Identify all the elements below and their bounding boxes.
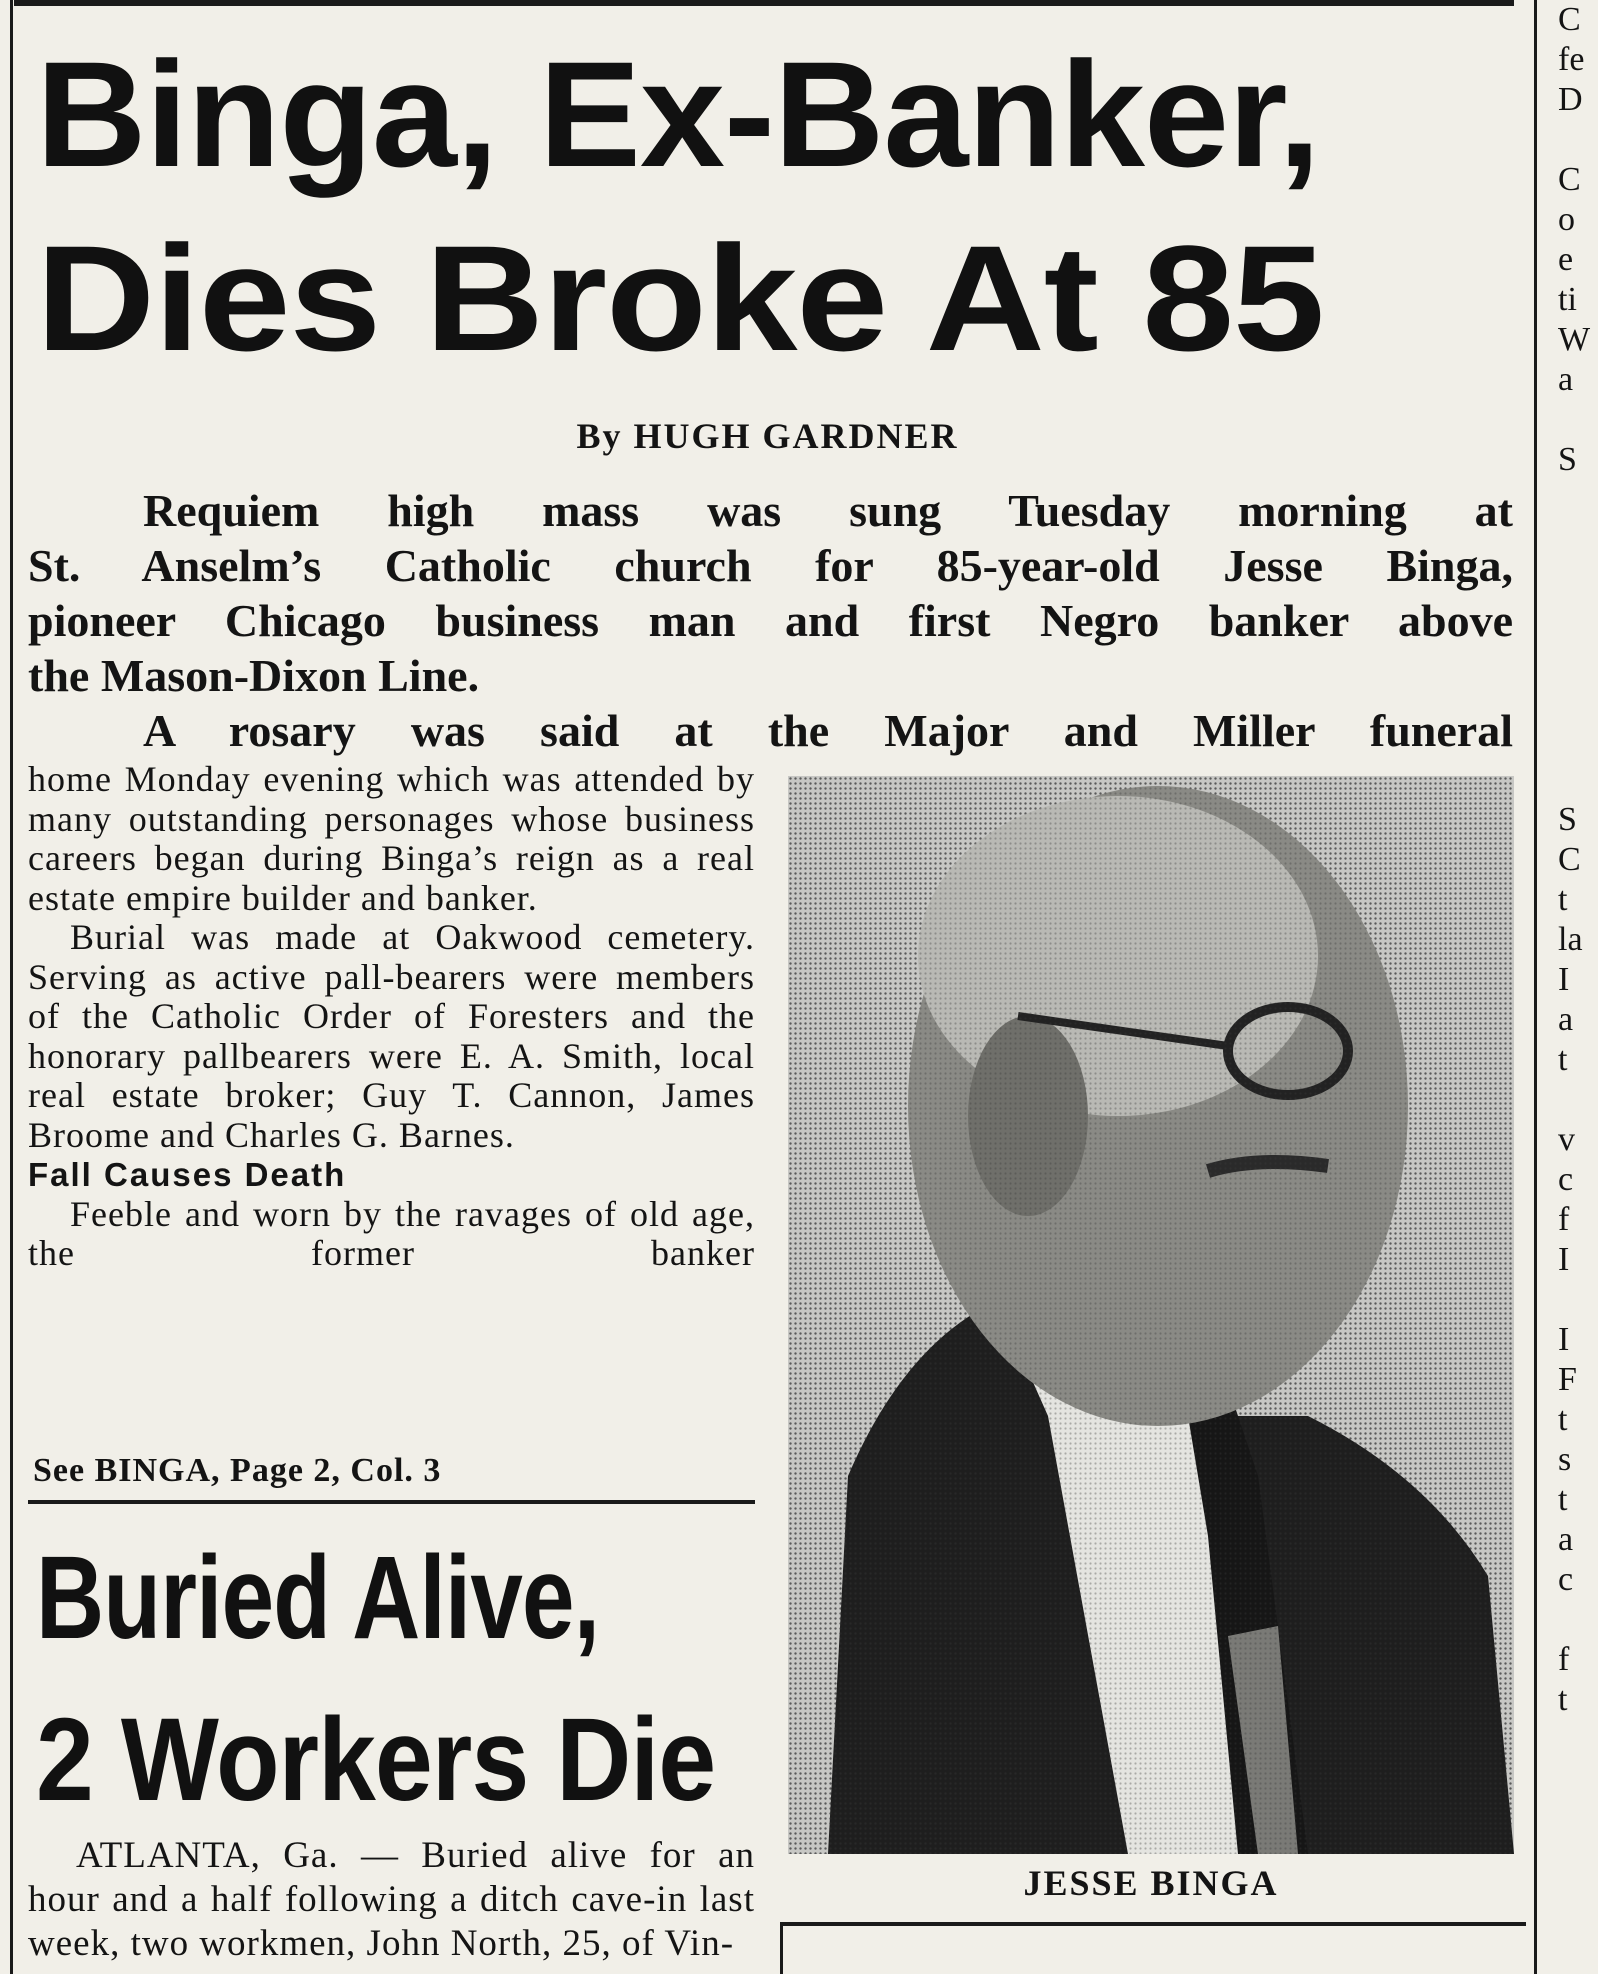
lede-line-5: A rosary was said at the Major and Miller funeral [143,705,1513,756]
adjacent-column-fragment: a [1558,1001,1574,1038]
main-headline-line-2: Dies Broke At 85 [36,214,1324,382]
adjacent-column-fragment: f [1558,1201,1570,1238]
photo-caption: JESSE BINGA [1023,1863,1279,1903]
lede-line-4: the Mason-Dixon Line. [28,650,480,701]
adjacent-column-fragment: ti [1558,281,1577,318]
adjacent-column-fragment [1558,1280,1598,1320]
adjacent-column-fragment: s [1558,1441,1572,1478]
adjacent-column-fragment: a [1558,361,1574,398]
adjacent-column-fragment [1558,560,1598,600]
adjacent-column-fragment [1558,640,1598,680]
adjacent-column-fragment [1558,1600,1598,1640]
adjacent-column-fragment [1558,480,1598,520]
second-story-paragraph: ATLANTA, Ga. — Buried alive for an hour and a half following a ditch cave-in last week, two workmen, John North, 25, of Vin- [28,1835,755,1964]
adjacent-column-fragment: C [1558,1,1581,38]
lede-line-3: pioneer Chicago business man and first Negro banker above [28,595,1513,646]
adjacent-column-fragment: W [1558,321,1591,358]
adjacent-column-fragment [1558,520,1598,560]
jump-line: See BINGA, Page 2, Col. 3 [33,1452,442,1489]
adjacent-column-fragment: t [1558,1681,1568,1718]
adjacent-column-fragment: t [1558,1481,1568,1518]
adjacent-column-fragment [1558,120,1598,160]
left-border-rule [10,0,13,1974]
body-paragraph-2: Burial was made at Oakwood cemetery. Serving as active pall-bearers were members of the Catholic Order of Foresters and the honorary pallbearers were E. A. Smith, local real estate broker; Guy T. Cannon, James Broome and Charles G. Barnes. [28,917,755,1155]
lede-line-1: Requiem high mass was sung Tuesday morning at [143,485,1513,536]
adjacent-column-fragment: e [1558,241,1574,278]
adjacent-column-fragment: S [1558,441,1577,478]
story-separator-rule [28,1500,755,1504]
caption-separator-rule [780,1922,1526,1926]
portrait-photo [788,776,1514,1854]
caption-box-left-rule [780,1922,783,1974]
adjacent-column-fragment: f [1558,1641,1570,1678]
adjacent-column-fragment: t [1558,1041,1568,1078]
adjacent-column-fragment [1558,760,1598,800]
body-paragraph-3: Feeble and worn by the ravages of old age, the former banker [28,1193,755,1273]
adjacent-column-fragment [1558,600,1598,640]
adjacent-column-fragment [1558,680,1598,720]
adjacent-column-fragment [1558,720,1598,760]
adjacent-column-fragment: C [1558,841,1581,878]
adjacent-column-fragment: t [1558,881,1568,918]
adjacent-column-fragment: I [1558,1241,1570,1278]
adjacent-column-fragment: F [1558,1361,1577,1398]
byline: By HUGH GARDNER [576,416,959,456]
adjacent-column-fragment: c [1558,1561,1574,1598]
portrait-illustration [788,776,1514,1854]
article-body-column [28,760,755,1274]
adjacent-column-fragment: o [1558,201,1575,238]
lede-line-2: St. Anselm’s Catholic church for 85-year-old Jesse Binga, [28,540,1513,591]
adjacent-column-fragment: S [1558,801,1577,838]
adjacent-column-fragments [1558,0,1598,1720]
column-divider-rule [1534,0,1537,1974]
adjacent-column-fragment: I [1558,961,1570,998]
adjacent-column-fragment [1558,1080,1598,1120]
adjacent-column-fragment: v [1558,1121,1575,1158]
adjacent-column-fragment: a [1558,1521,1574,1558]
body-paragraph-1: home Monday evening which was attended by many outstanding personages whose business careers began during Binga’s reign as a real estate empire builder and banker. [28,759,755,918]
second-headline-line-1: Buried Alive, [36,1532,600,1664]
top-rule [14,0,1514,6]
adjacent-column-fragment: I [1558,1321,1570,1358]
adjacent-column-fragment [1558,400,1598,440]
main-headline-line-1: Binga, Ex-Banker, [36,30,1320,198]
adjacent-column-fragment: C [1558,161,1581,198]
adjacent-column-fragment: c [1558,1161,1574,1198]
adjacent-column-fragment: t [1558,1401,1568,1438]
second-story-body [28,1834,755,1974]
second-headline-line-2: 2 Workers Die [36,1694,716,1826]
adjacent-column-fragment: la [1558,921,1583,958]
adjacent-column-fragment: D [1558,81,1583,118]
adjacent-column-fragment: fe [1558,41,1585,78]
subhead-fall-causes-death: Fall Causes Death [28,1156,347,1193]
